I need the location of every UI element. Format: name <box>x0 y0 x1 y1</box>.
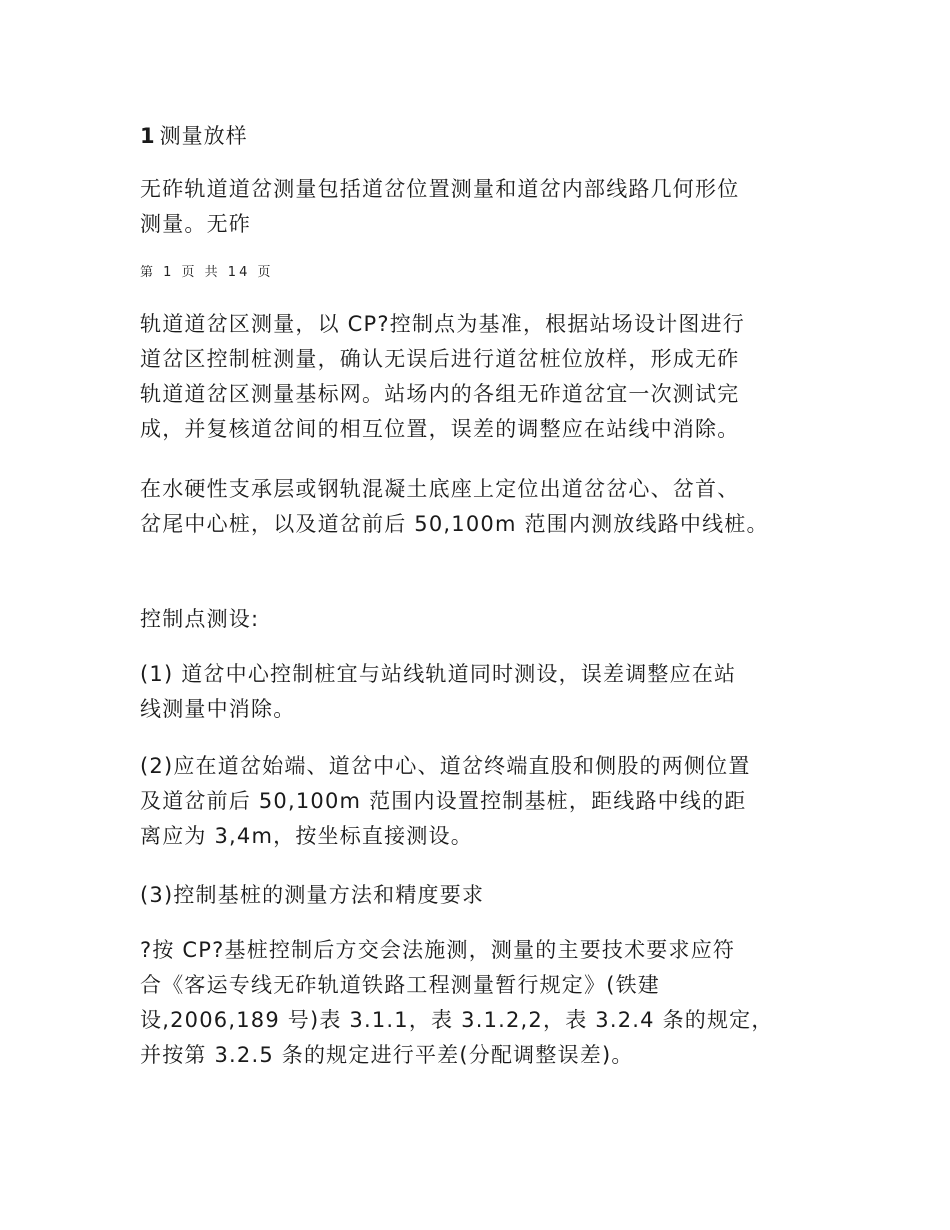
text-line: (2)应在道岔始端、道岔中心、道岔终端直股和侧股的两侧位置 <box>140 754 751 778</box>
control-points-title <box>140 602 820 637</box>
text-line: 轨道道岔区测量，以 CP?控制点为基准，根据站场设计图进行 <box>140 312 745 336</box>
text-line: 无砟轨道道岔测量包括道岔位置测量和道岔内部线路几何形位 <box>140 177 740 201</box>
paragraph-center-stakes <box>140 472 820 542</box>
text-line: ?按 CP?基桩控制后方交会法施测，测量的主要技术要求应符 <box>140 938 736 962</box>
text-line: 岔尾中心桩，以及道岔前后 50,100m 范围内测放线路中线桩。 <box>140 512 769 536</box>
text-line: 合《客运专线无砟轨道铁路工程测量暂行规定》(铁建 <box>140 973 660 997</box>
list-item-3 <box>140 878 820 913</box>
text-line: 轨道道岔区测量基标网。站场内的各组无砟道岔宜一次测试完 <box>140 382 740 406</box>
paragraph-method <box>140 933 820 1073</box>
text-line: 测量。无砟 <box>140 212 251 236</box>
text-line: 并按第 3.2.5 条的规定进行平差(分配调整误差)。 <box>140 1043 634 1067</box>
text-line: 离应为 3,4m，按坐标直接测设。 <box>140 824 473 848</box>
text-line: 及道岔前后 50,100m 范围内设置控制基桩，距线路中线的距 <box>140 789 747 813</box>
text-line: 成，并复核道岔间的相互位置，误差的调整应在站线中消除。 <box>140 417 740 441</box>
section-number: 1 <box>140 124 156 148</box>
text-line: (1) 道岔中心控制桩宜与站线轨道同时测设，误差调整应在站 <box>140 662 737 686</box>
section-heading <box>140 121 248 151</box>
text-line: 设,2006,189 号)表 3.1.1，表 3.1.2,2，表 3.2.4 条的规定， <box>140 1008 774 1032</box>
text-line: 控制点测设: <box>140 607 260 631</box>
text-line: 线测量中消除。 <box>140 697 296 721</box>
text-line: (3)控制基桩的测量方法和精度要求 <box>140 883 485 907</box>
section-title: 测量放样 <box>159 124 248 148</box>
intro-paragraph <box>140 172 820 242</box>
page-number-marker: 第 1 页 共 14 页 <box>140 265 274 280</box>
text-line: 在水硬性支承层或钢轨混凝土底座上定位出道岔岔心、岔首、 <box>140 477 740 501</box>
text-line: 道岔区控制桩测量，确认无误后进行道岔桩位放样，形成无砟 <box>140 347 740 371</box>
list-item-1 <box>140 657 820 727</box>
paragraph-survey-network <box>140 307 820 447</box>
list-item-2 <box>140 749 820 854</box>
